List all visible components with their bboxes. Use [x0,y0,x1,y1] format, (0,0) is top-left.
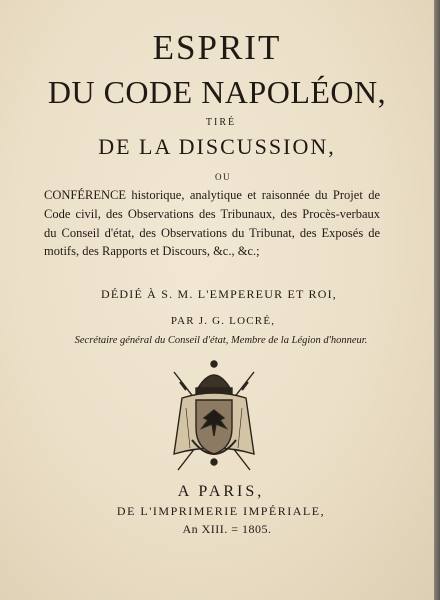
title-ou: OU [215,172,231,182]
publication-date: An XIII. = 1805. [182,522,272,536]
author: PAR J. G. LOCRÉ, [170,315,276,327]
publisher: DE L'IMPRIMERIE IMPÉRIALE, [116,504,326,518]
author-role: Secrétaire général du Conseil d'état, Membre de la Légion d'honneur. [74,335,368,346]
imperial-coat-of-arms-emblem [162,358,266,478]
title-line-2: DU CODE NAPOLÉON, [47,74,387,110]
dedication: DÉDIÉ À S. M. L'EMPEREUR ET ROI, [100,287,337,301]
title-line-3: DE LA DISCUSSION, [98,134,336,159]
subtitle-paragraph: CONFÉRENCE historique, analytique et raisonnée du Projet de Code civil, des Observations des Tribunaux, des Procès-verbaux du Conseil d'état, des Observations du Tribunat, des Exposés de motifs, des Rapports et Discours, &c., &c.; [44,188,380,259]
title-connector: TIRÉ [205,117,237,128]
title-line-1: ESPRIT [152,28,282,67]
publication-city: A PARIS, [177,483,265,500]
page-edge [434,0,440,600]
